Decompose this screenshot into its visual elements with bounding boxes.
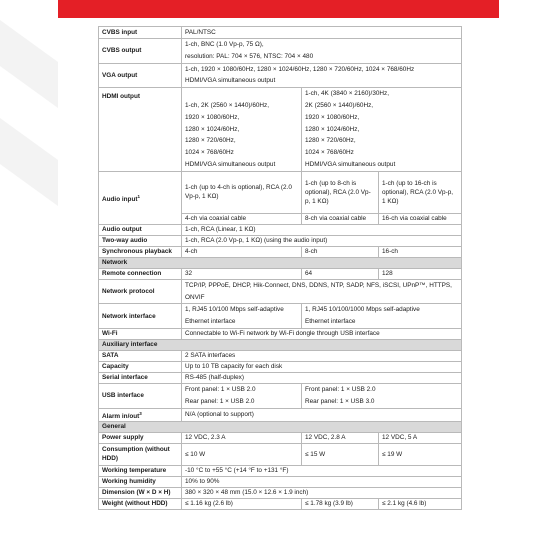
spec-row: [99, 27, 462, 39]
spec-value: ≤ 10 W: [182, 443, 302, 465]
spec-value: N/A (optional to support): [182, 408, 462, 421]
spec-row: [99, 383, 462, 408]
section-header-row: [99, 257, 462, 268]
spec-row: [99, 88, 462, 172]
spec-label: Working humidity: [99, 476, 182, 487]
spec-value-line: 1-ch, 2K (2560 × 1440)/60Hz,: [185, 101, 270, 109]
spec-value-line: Ethernet interface: [185, 318, 236, 326]
spec-row: [99, 279, 462, 304]
spec-label: VGA output: [99, 63, 182, 88]
spec-value-line: HDMI/VGA simultaneous output: [305, 160, 396, 168]
spec-value-line: 1280 × 1024/60Hz,: [305, 125, 360, 133]
spec-value: [182, 39, 462, 64]
spec-value: 380 × 320 × 48 mm (15.0 × 12.6 × 1.9 inch): [182, 487, 462, 498]
spec-label-text: Alarm in/out: [102, 412, 140, 420]
spec-value: ≤ 15 W: [302, 443, 379, 465]
spec-label: [99, 443, 182, 465]
spec-value-line: 1-ch, 1920 × 1080/60Hz, 1280 × 1024/60Hz, 1280 × 720/60Hz, 1024 × 768/60Hz: [185, 65, 415, 73]
spec-value-line: 1920 × 1080/60Hz,: [305, 113, 360, 121]
spec-label-text: Audio input: [102, 195, 138, 203]
spec-value-line: 1920 × 1080/60Hz,: [185, 113, 240, 121]
spec-value-line: 1-ch, BNC (1.0 Vp-p, 75 Ω),: [185, 41, 264, 48]
spec-value: 1-ch (up to 16-ch is optional), RCA (2.0 Vp-p, 1 KΩ): [379, 171, 462, 213]
spec-value-line: Rear panel: 1 × USB 2.0: [185, 397, 255, 405]
spec-row: [99, 432, 462, 443]
spec-row: [99, 361, 462, 372]
spec-value: [302, 88, 462, 172]
spec-value-line: HDMI/VGA simultaneous output: [185, 77, 276, 85]
spec-value: 8-ch: [302, 246, 379, 257]
spec-label: Power supply: [99, 432, 182, 443]
spec-value-line: Rear panel: 1 × USB 3.0: [305, 397, 375, 405]
spec-row: [99, 224, 462, 235]
spec-label: Wi-Fi: [99, 328, 182, 339]
footnote-marker: 1: [137, 193, 141, 199]
spec-value-line: 1280 × 720/60Hz,: [305, 137, 356, 145]
spec-value-line: Ethernet interface: [305, 318, 356, 326]
spec-value-line: 1-ch, 4K (3840 × 2160)/30Hz,: [305, 90, 390, 98]
spec-value-line: 1, RJ45 10/100/1000 Mbps self-adaptive: [305, 306, 420, 314]
spec-row: [99, 408, 462, 421]
brand-header-bar: [58, 0, 499, 18]
spec-value: Up to 10 TB capacity for each disk: [182, 361, 462, 372]
spec-value: 8-ch via coaxial cable: [302, 213, 379, 224]
spec-row: [99, 63, 462, 88]
spec-label: Weight (without HDD): [99, 498, 182, 509]
spec-value: 16-ch: [379, 246, 462, 257]
spec-label-line: Consumption (without: [102, 445, 170, 453]
spec-row: [99, 350, 462, 361]
spec-value-line: TCP/IP, PPPoE, DHCP, Hik-Connect, DNS, DDNS, NTP, SADP, NFS, iSCSI, UPnP™, HTTPS,: [185, 281, 452, 289]
spec-value: 10% to 90%: [182, 476, 462, 487]
spec-value-line: 2K (2560 × 1440)/60Hz,: [305, 101, 374, 109]
spec-value: 12 VDC, 2.8 A: [302, 432, 379, 443]
spec-value: [302, 383, 462, 408]
spec-row: [99, 476, 462, 487]
spec-label: Audio output: [99, 224, 182, 235]
spec-value: 12 VDC, 2.3 A: [182, 432, 302, 443]
spec-label: USB interface: [99, 383, 182, 408]
spec-row: [99, 443, 462, 465]
footnote-marker: 3: [139, 410, 142, 416]
brand-corner-graphic: [0, 0, 58, 250]
spec-table: [98, 26, 462, 510]
spec-value: 1-ch, RCA (2.0 Vp-p, 1 KΩ) (using the audio input): [182, 235, 462, 246]
spec-label: HDMI output: [99, 88, 182, 172]
spec-label: Two-way audio: [99, 235, 182, 246]
spec-value-line: 1280 × 720/60Hz,: [185, 137, 236, 145]
spec-value: -10 °C to +55 °C (+14 °F to +131 °F): [182, 465, 462, 476]
spec-value: [302, 304, 462, 329]
spec-value: PAL/NTSC: [182, 27, 462, 39]
spec-value-line: 1024 × 768/60Hz: [305, 149, 354, 157]
spec-value-line: ONVIF: [185, 293, 205, 301]
spec-value-line: 1280 × 1024/60Hz,: [185, 125, 240, 133]
spec-value: [182, 383, 302, 408]
spec-value: [182, 279, 462, 304]
spec-label: Network protocol: [99, 279, 182, 304]
spec-value: [182, 304, 302, 329]
spec-value: 4-ch: [182, 246, 302, 257]
spec-value-line: Front panel: 1 × USB 2.0: [305, 385, 376, 393]
spec-row: [99, 328, 462, 339]
spec-value: [182, 63, 462, 88]
spec-label: Synchronous playback: [99, 246, 182, 257]
spec-value-line: HDMI/VGA simultaneous output: [185, 160, 276, 168]
spec-row: [99, 268, 462, 279]
spec-label: CVBS output: [99, 39, 182, 64]
spec-value: 1-ch (up to 4-ch is optional), RCA (2.0 Vp-p, 1 KΩ): [182, 171, 302, 213]
section-title: Auxiliary interface: [99, 339, 462, 350]
spec-value: ≤ 2.1 kg (4.6 lb): [379, 498, 462, 509]
spec-label: Capacity: [99, 361, 182, 372]
spec-row: [99, 235, 462, 246]
spec-value: ≤ 19 W: [379, 443, 462, 465]
spec-label: CVBS input: [99, 27, 182, 39]
spec-value: ≤ 1.78 kg (3.9 lb): [302, 498, 379, 509]
spec-row: [99, 39, 462, 64]
spec-row: [99, 304, 462, 329]
spec-row: [99, 246, 462, 257]
spec-value: 4-ch via coaxial cable: [182, 213, 302, 224]
spec-label: Serial interface: [99, 372, 182, 383]
spec-label: [99, 171, 182, 224]
spec-row: [99, 465, 462, 476]
spec-label: Remote connection: [99, 268, 182, 279]
section-title: General: [99, 421, 462, 432]
spec-label: Network interface: [99, 304, 182, 329]
spec-row: [99, 372, 462, 383]
spec-value-line: 1024 × 768/60Hz: [185, 149, 234, 157]
spec-value-line: resolution: PAL: 704 × 576, NTSC: 704 × 480: [185, 52, 314, 60]
spec-value: 12 VDC, 5 A: [379, 432, 462, 443]
spec-value: RS-485 (half-duplex): [182, 372, 462, 383]
spec-label: [99, 408, 182, 421]
section-title: Network: [99, 257, 462, 268]
spec-label: Working temperature: [99, 465, 182, 476]
spec-value-line: 1, RJ45 10/100 Mbps self-adaptive: [185, 306, 284, 314]
spec-value: 128: [379, 268, 462, 279]
spec-value: 32: [182, 268, 302, 279]
spec-label: Dimension (W × D × H): [99, 487, 182, 498]
spec-value: 16-ch via coaxial cable: [379, 213, 462, 224]
section-header-row: [99, 339, 462, 350]
spec-row: [99, 171, 462, 213]
spec-value: 2 SATA interfaces: [182, 350, 462, 361]
spec-value-line: Front panel: 1 × USB 2.0: [185, 385, 256, 393]
spec-value: Connectable to Wi-Fi network by Wi-Fi dongle through USB interface: [182, 328, 462, 339]
spec-row: [99, 498, 462, 509]
section-header-row: [99, 421, 462, 432]
spec-value: 64: [302, 268, 379, 279]
spec-value: [182, 88, 302, 172]
spec-label-line: HDD): [102, 455, 118, 463]
spec-label: SATA: [99, 350, 182, 361]
spec-value: 1-ch, RCA (Linear, 1 KΩ): [182, 224, 462, 235]
spec-row: [99, 487, 462, 498]
spec-value: ≤ 1.16 kg (2.6 lb): [182, 498, 302, 509]
spec-value: 1-ch (up to 8-ch is optional), RCA (2.0 Vp-p, 1 KΩ): [302, 171, 379, 213]
